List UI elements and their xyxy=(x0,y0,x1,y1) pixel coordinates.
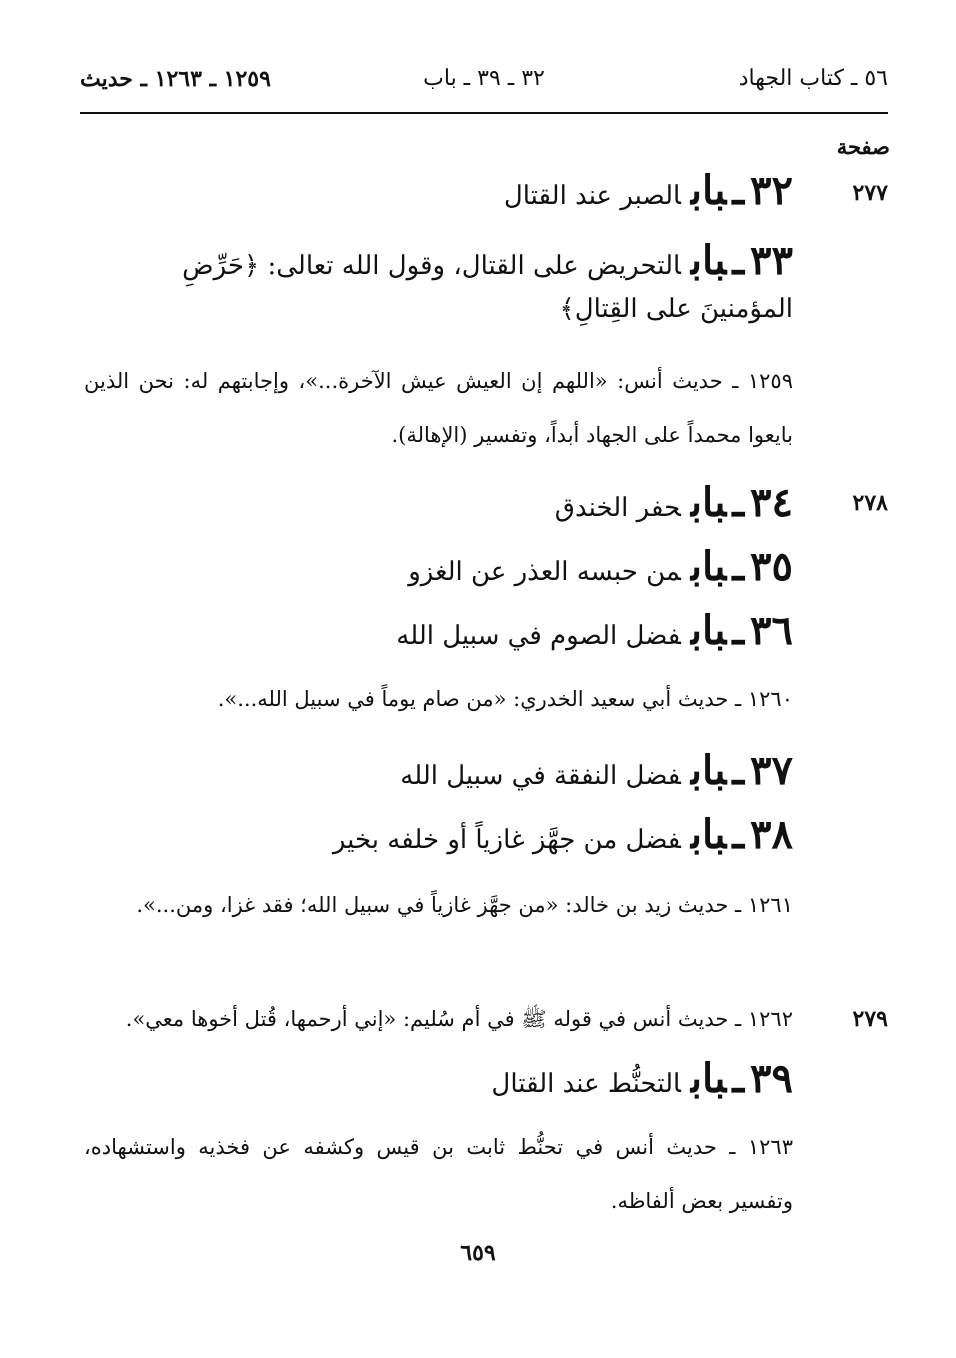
chapter-number: ٣٨ xyxy=(750,811,793,858)
chapter-dash: ـ xyxy=(732,479,745,526)
chapter-word: باب xyxy=(690,167,727,214)
hadith-1260: ١٢٦٠ ـ حديث أبي سعيد الخدري: «من صام يوماً في سبيل الله...». xyxy=(217,687,793,711)
chapter-title: فضل الصوم في سبيل الله xyxy=(396,621,681,651)
chapter-dash: ـ xyxy=(732,1055,745,1102)
page-number-279: ٢٧٩ xyxy=(852,1006,888,1032)
chapter-word: باب xyxy=(690,543,727,590)
chapter-heading-36 xyxy=(396,606,793,661)
hadith-1259: ١٢٥٩ ـ حديث أنس: «اللهم إن العيش عيش الآخرة...»، وإجابتهم له: نحن الذين بايعوا محمداً على الجهاد أبداً، وتفسير (الإهالة). xyxy=(84,369,793,447)
chapter-word: باب xyxy=(690,747,727,794)
chapter-heading-33 xyxy=(84,236,793,291)
chapter-number: ٣٩ xyxy=(750,1055,793,1102)
hadith-1262: ١٢٦٢ ـ حديث أنس في قوله ﷺ في أم سُليم: «إني أرحمها، قُتل أخوها معي». xyxy=(125,1007,793,1031)
chapter-title-continuation: المؤمنينَ على القِتالِ﴾ xyxy=(559,294,793,324)
header-hadith-range: ١٢٥٩ ـ ١٢٦٣ ـ حديث xyxy=(80,66,271,92)
chapter-title: فضل النفقة في سبيل الله xyxy=(400,761,681,791)
header-chapter-range: ٣٢ ـ ٣٩ ـ باب xyxy=(423,66,545,91)
chapter-dash: ـ xyxy=(732,607,745,654)
page-number-278: ٢٧٨ xyxy=(852,490,888,516)
chapter-heading-34 xyxy=(555,478,793,533)
chapter-title: حفر الخندق xyxy=(554,493,681,523)
chapter-number: ٣٣ xyxy=(750,237,793,284)
chapter-heading-32 xyxy=(504,166,793,221)
chapter-number: ٣٦ xyxy=(750,607,793,654)
hadith-1263: ١٢٦٣ ـ حديث أنس في تحنُّط ثابت بن قيس وكشفه عن فخذيه واستشهاده، وتفسير بعض ألفاظه. xyxy=(84,1135,793,1213)
chapter-dash: ـ xyxy=(732,237,745,284)
chapter-word: باب xyxy=(690,811,727,858)
page-number-277: ٢٧٧ xyxy=(852,180,888,206)
chapter-word: باب xyxy=(690,479,727,526)
chapter-heading-35 xyxy=(408,542,793,597)
page-column-label: صفحة xyxy=(836,134,890,159)
chapter-number: ٣٧ xyxy=(750,747,793,794)
chapter-dash: ـ xyxy=(732,811,745,858)
chapter-title: من حبسه العذر عن الغزو xyxy=(408,557,681,587)
header-divider xyxy=(80,112,888,114)
chapter-dash: ـ xyxy=(732,747,745,794)
chapter-title: التحريض على القتال، وقول الله تعالى: ﴿حَرِّضِ xyxy=(182,251,681,281)
chapter-heading-37 xyxy=(400,746,793,801)
chapter-number: ٣٢ xyxy=(750,167,793,214)
chapter-word: باب xyxy=(690,1055,727,1102)
chapter-heading-38 xyxy=(333,810,793,865)
chapter-number: ٣٥ xyxy=(750,543,793,590)
chapter-title: فضل من جهَّز غازياً أو خلفه بخير xyxy=(332,825,681,855)
chapter-heading-39 xyxy=(491,1054,793,1109)
hadith-1261: ١٢٦١ ـ حديث زيد بن خالد: «من جهَّز غازياً في سبيل الله؛ فقد غزا، ومن...». xyxy=(136,893,793,917)
chapter-dash: ـ xyxy=(732,543,745,590)
chapter-dash: ـ xyxy=(732,167,745,214)
page-folio-number: ٦٥٩ xyxy=(460,1240,496,1266)
chapter-word: باب xyxy=(690,607,727,654)
chapter-number: ٣٤ xyxy=(750,479,793,526)
chapter-title: الصبر عند القتال xyxy=(503,181,681,211)
header-book-title: ٥٦ ـ كتاب الجهاد xyxy=(738,66,888,91)
chapter-word: باب xyxy=(690,237,727,284)
chapter-title: التحنُّط عند القتال xyxy=(491,1069,681,1099)
running-header xyxy=(80,60,888,100)
